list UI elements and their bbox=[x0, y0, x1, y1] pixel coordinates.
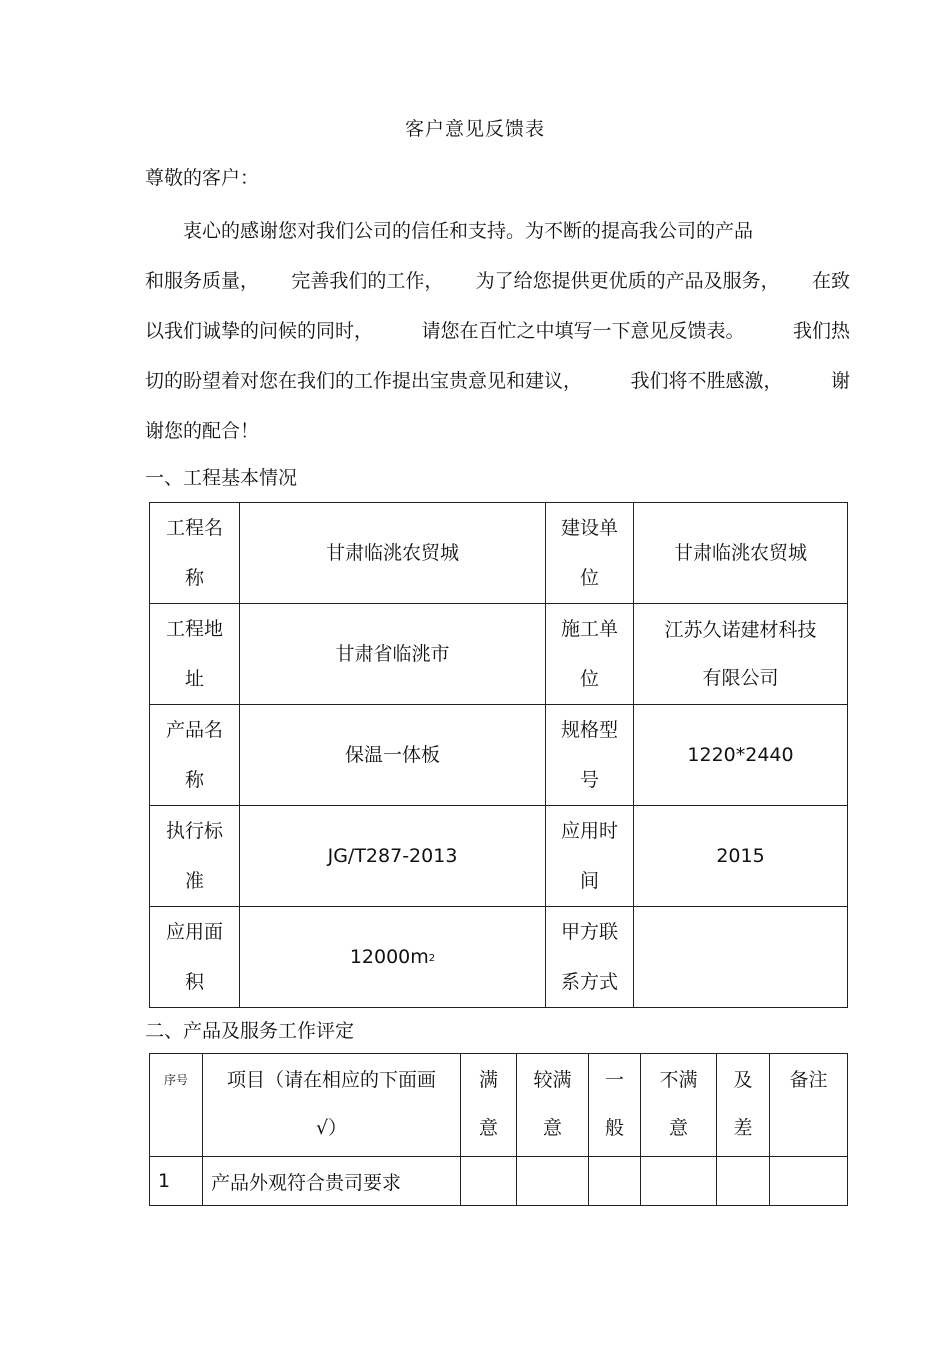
header-average: 一 般 bbox=[589, 1054, 641, 1157]
intro-line-4-part: 我们将不胜感激， bbox=[630, 370, 783, 392]
table-row bbox=[150, 806, 848, 907]
product-name-value[interactable]: 保温一体板 bbox=[240, 705, 546, 806]
header-seq: 序号 bbox=[150, 1054, 203, 1157]
contractor-value[interactable]: 江苏久诺建材科技 有限公司 bbox=[634, 604, 848, 705]
rating-table bbox=[149, 1053, 848, 1206]
intro-line-2-part: 为了给您提供更优质的产品及服务， bbox=[475, 270, 780, 292]
area-value[interactable] bbox=[240, 907, 546, 1008]
intro-line-2 bbox=[145, 256, 850, 306]
product-name-label: 产品名 称 bbox=[150, 705, 240, 806]
header-remark: 备注 bbox=[770, 1054, 848, 1157]
contact-value[interactable] bbox=[634, 907, 848, 1008]
project-name-value[interactable]: 甘肃临洮农贸城 bbox=[240, 503, 546, 604]
intro-line-5: 谢您的配合！ bbox=[145, 420, 260, 442]
intro-line-2-part: 在致 bbox=[811, 270, 850, 292]
table-row bbox=[150, 604, 848, 705]
builder-label: 建设单 位 bbox=[546, 503, 634, 604]
project-info-table bbox=[149, 502, 848, 1008]
header-poor: 及 差 bbox=[717, 1054, 770, 1157]
intro-line-4-part: 谢 bbox=[830, 370, 850, 392]
row-item: 产品外观符合贵司要求 bbox=[203, 1157, 461, 1206]
spec-label: 规格型 号 bbox=[546, 705, 634, 806]
intro-line-3-part: 请您在百忙之中填写一下意见反馈表。 bbox=[421, 320, 745, 342]
area-number: 12000 bbox=[349, 946, 411, 968]
rating-cell-satisfied[interactable] bbox=[517, 1157, 589, 1206]
intro-line-3 bbox=[145, 306, 850, 356]
table-row bbox=[150, 503, 848, 604]
section-heading-project: 一、工程基本情况 bbox=[145, 467, 298, 489]
rating-cell-remark[interactable] bbox=[770, 1157, 848, 1206]
header-very-satisfied: 满 意 bbox=[461, 1054, 517, 1157]
intro-paragraph bbox=[145, 206, 850, 456]
intro-line-4 bbox=[145, 356, 850, 406]
intro-line-3-part: 以我们诚挚的问候的同时， bbox=[145, 320, 374, 342]
standard-value[interactable]: JG/T287-2013 bbox=[240, 806, 546, 907]
intro-line-2-part: 和服务质量， bbox=[145, 270, 260, 292]
table-header-row bbox=[150, 1054, 848, 1157]
address-value[interactable]: 甘肃省临洮市 bbox=[240, 604, 546, 705]
header-unsatisfied: 不满 意 bbox=[641, 1054, 717, 1157]
rating-cell-average[interactable] bbox=[589, 1157, 641, 1206]
header-satisfied: 较满 意 bbox=[517, 1054, 589, 1157]
intro-line-2-part: 完善我们的工作， bbox=[291, 270, 444, 292]
application-time-label: 应用时 间 bbox=[546, 806, 634, 907]
area-unit-exponent: 2 bbox=[428, 953, 436, 964]
table-row bbox=[150, 705, 848, 806]
intro-line-4-part: 切的盼望着对您在我们的工作提出宝贵意见和建议， bbox=[145, 370, 583, 392]
contractor-label: 施工单 位 bbox=[546, 604, 634, 705]
rating-cell-very-satisfied[interactable] bbox=[461, 1157, 517, 1206]
salutation: 尊敬的客户： bbox=[145, 167, 260, 189]
application-time-value[interactable]: 2015 bbox=[634, 806, 848, 907]
builder-value[interactable]: 甘肃临洮农贸城 bbox=[634, 503, 848, 604]
row-number: 1 bbox=[150, 1157, 203, 1206]
header-item: 项目（请在相应的下面画 √） bbox=[203, 1054, 461, 1157]
rating-cell-poor[interactable] bbox=[717, 1157, 770, 1206]
intro-line-3-part: 我们热 bbox=[792, 320, 850, 342]
table-row bbox=[150, 907, 848, 1008]
project-name-label: 工程名 称 bbox=[150, 503, 240, 604]
rating-cell-unsatisfied[interactable] bbox=[641, 1157, 717, 1206]
area-unit: m bbox=[410, 946, 429, 968]
table-row bbox=[150, 1157, 848, 1206]
section-heading-rating: 二、产品及服务工作评定 bbox=[145, 1020, 355, 1042]
address-label: 工程地 址 bbox=[150, 604, 240, 705]
contact-label: 甲方联 系方式 bbox=[546, 907, 634, 1008]
spec-value[interactable]: 1220*2440 bbox=[634, 705, 848, 806]
intro-line-1: 衷心的感谢您对我们公司的信任和支持。为不断的提高我公司的产品 bbox=[183, 220, 754, 242]
area-label: 应用面 积 bbox=[150, 907, 240, 1008]
document-title: 客户意见反馈表 bbox=[404, 118, 545, 140]
standard-label: 执行标 准 bbox=[150, 806, 240, 907]
